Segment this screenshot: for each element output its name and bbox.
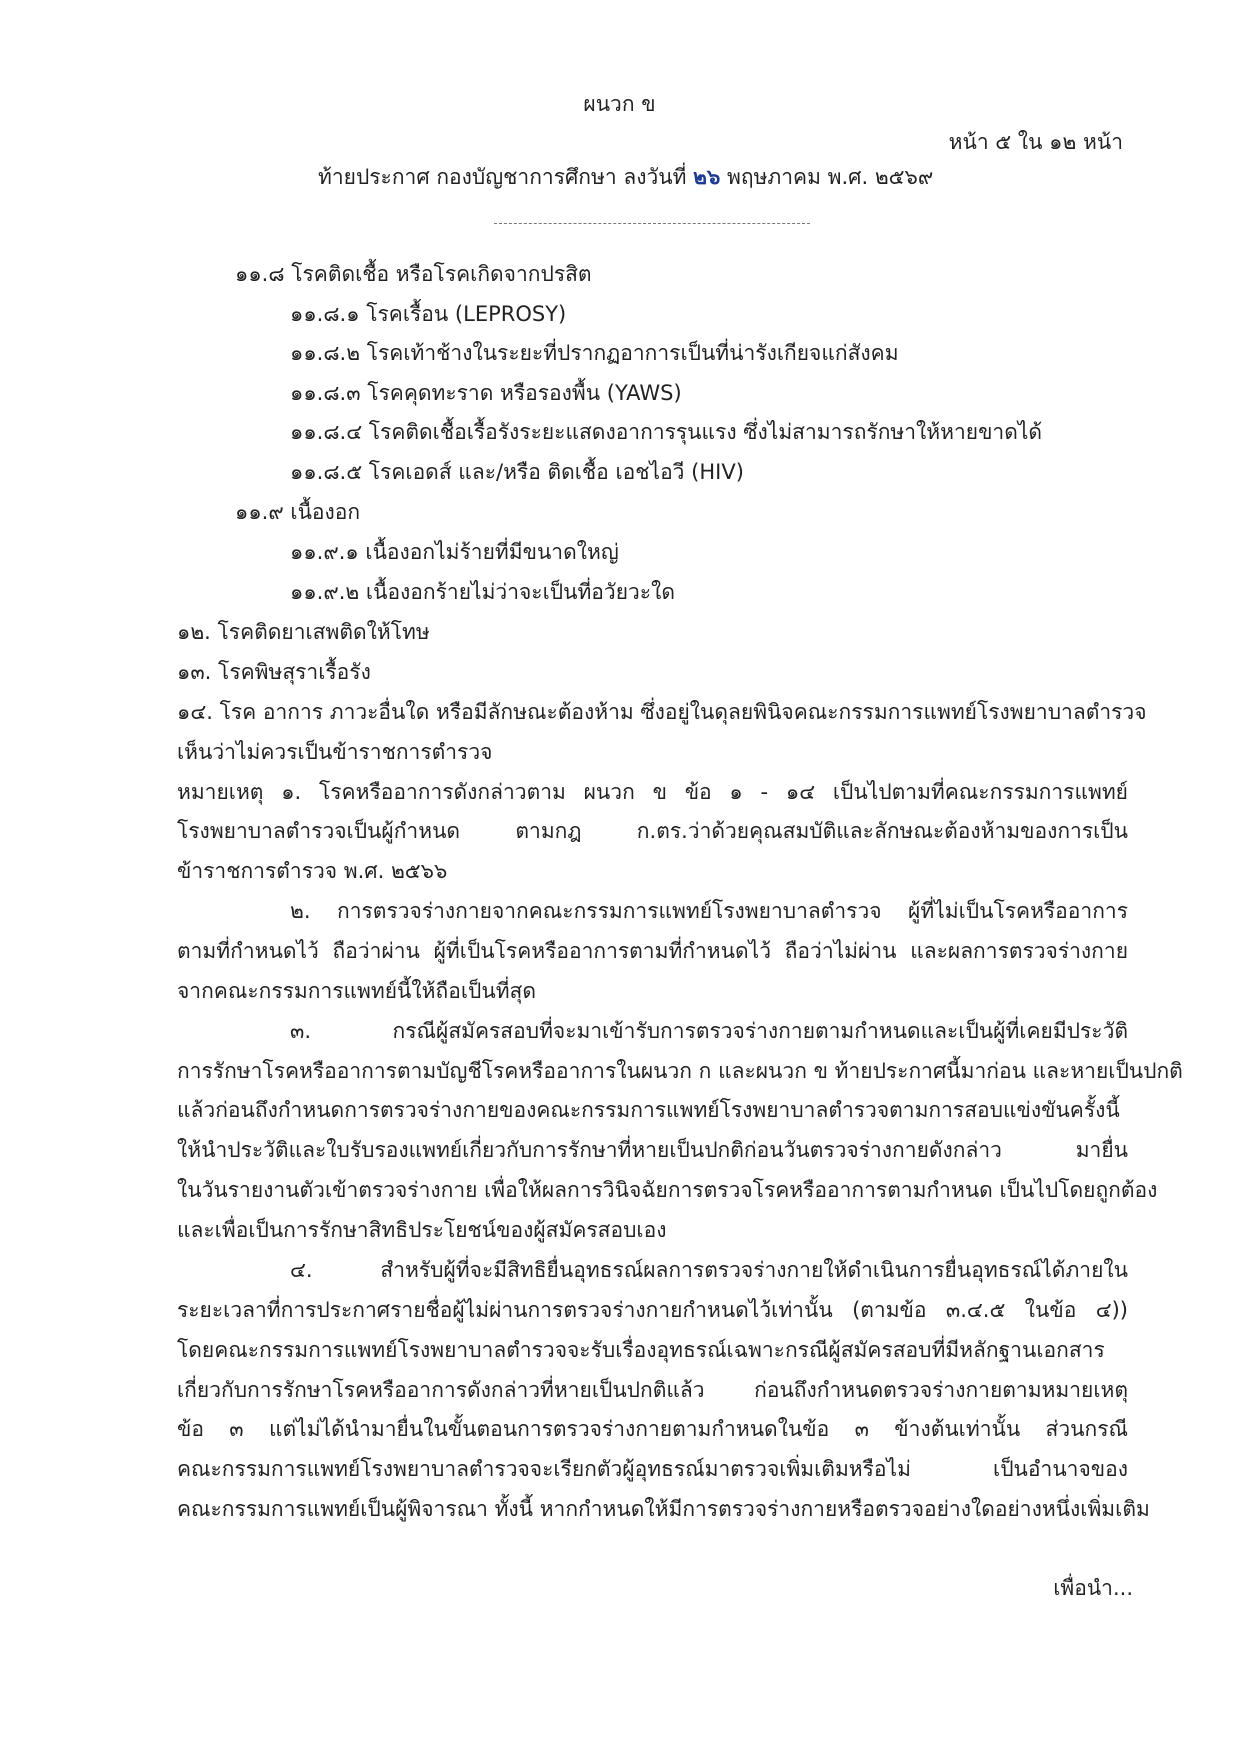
reference-day: ๒๖ <box>693 165 721 189</box>
note-2-line3: จากคณะกรรมการแพทย์นี้ให้ถือเป็นที่สุด <box>177 979 536 1003</box>
item-14-line2: เห็นว่าไม่ควรเป็นข้าราชการตำรวจ <box>177 740 493 764</box>
note-3-line1: ๓. กรณีผู้สมัครสอบที่จะมาเข้ารับการตรวจร่างกายตามกำหนดและเป็นผู้ที่เคยมีประวัติ <box>290 1019 1128 1043</box>
note-1-line3: ข้าราชการตำรวจ พ.ศ. ๒๕๖๖ <box>177 859 448 883</box>
item-14-line1: ๑๔. โรค อาการ ภาวะอื่นใด หรือมีลักษณะต้องห้าม ซึ่งอยู่ในดุลยพินิจคณะกรรมการแพทย์โรงพยาบาลตำรวจ <box>177 700 1147 724</box>
item-11-8-1: ๑๑.๘.๑ โรคเรื้อน (LEPROSY) <box>290 302 567 326</box>
announcement-reference <box>318 167 933 188</box>
continuation-text: เพื่อนำ... <box>1053 1576 1133 1600</box>
item-11-9-1: ๑๑.๙.๑ เนื้องอกไม่ร้ายที่มีขนาดใหญ่ <box>290 540 619 564</box>
annex-title: ผนวก ข <box>583 92 656 116</box>
item-13: ๑๓. โรคพิษสุราเรื้อรัง <box>177 660 371 684</box>
note-4-line2: ระยะเวลาที่การประกาศรายชื่อผู้ไม่ผ่านการตรวจร่างกายกำหนดไว้เท่านั้น (ตามข้อ ๓.๔.๕ ในข้อ ๔)) <box>177 1298 1128 1322</box>
note-4-line5: ข้อ ๓ แต่ไม่ได้นำมายื่นในขั้นตอนการตรวจร่างกายตามกำหนดในข้อ ๓ ข้างต้นเท่านั้น ส่วนกรณี <box>177 1417 1128 1441</box>
item-11-9-2: ๑๑.๙.๒ เนื้องอกร้ายไม่ว่าจะเป็นที่อวัยวะใด <box>290 580 675 604</box>
note-1-line1: หมายเหตุ ๑. โรคหรืออาการดังกล่าวตาม ผนวก ข ข้อ ๑ - ๑๔ เป็นไปตามที่คณะกรรมการแพทย์ <box>177 780 1128 804</box>
note-4-line6: คณะกรรมการแพทย์โรงพยาบาลตำรวจจะเรียกตัวผู้อุทธรณ์มาตรวจเพิ่มเติมหรือไม่ เป็นอำนาจของ <box>177 1457 1128 1481</box>
header-divider <box>494 223 810 224</box>
note-3-line2: การรักษาโรคหรืออาการตามบัญชีโรคหรืออาการในผนวก ก และผนวก ข ท้ายประกาศนี้มาก่อน และหายเป็นปกติ <box>177 1059 1183 1083</box>
note-3-line5: ในวันรายงานตัวเข้าตรวจร่างกาย เพื่อให้ผลการวินิจฉัยการตรวจโรคหรืออาการตามกำหนด เป็นไปโดยถูกต้อง <box>177 1178 1158 1202</box>
item-11-8-4: ๑๑.๘.๔ โรคติดเชื้อเรื้อรังระยะแสดงอาการรุนแรง ซึ่งไม่สามารถรักษาให้หายขาดได้ <box>290 420 1043 444</box>
item-11-9: ๑๑.๙ เนื้องอก <box>235 500 361 524</box>
item-12: ๑๒. โรคติดยาเสพติดให้โทษ <box>177 620 430 644</box>
item-11-8: ๑๑.๘ โรคติดเชื้อ หรือโรคเกิดจากปรสิต <box>235 262 592 286</box>
reference-prefix: ท้ายประกาศ กองบัญชาการศึกษา ลงวันที่ <box>318 165 687 189</box>
note-4-line3: โดยคณะกรรมการแพทย์โรงพยาบาลตำรวจจะรับเรื่องอุทธรณ์เฉพาะกรณีผู้สมัครสอบที่มีหลักฐานเอกสาร <box>177 1338 1105 1362</box>
note-2-line2: ตามที่กำหนดไว้ ถือว่าผ่าน ผู้ที่เป็นโรคหรืออาการตามที่กำหนดไว้ ถือว่าไม่ผ่าน และผลการตรวจร่างกาย <box>177 939 1128 963</box>
note-3-line6: และเพื่อเป็นการรักษาสิทธิประโยชน์ของผู้สมัครสอบเอง <box>177 1218 667 1242</box>
note-1-line2: โรงพยาบาลตำรวจเป็นผู้กำหนด ตามกฎ ก.ตร.ว่าด้วยคุณสมบัติและลักษณะต้องห้ามของการเป็น <box>177 819 1128 843</box>
note-3-line3: แล้วก่อนถึงกำหนดการตรวจร่างกายของคณะกรรมการแพทย์โรงพยาบาลตำรวจตามการสอบแข่งขันครั้งนี้ <box>177 1098 1120 1122</box>
reference-suffix: พฤษภาคม พ.ศ. ๒๕๖๙ <box>727 165 934 189</box>
note-4-line4: เกี่ยวกับการรักษาโรคหรืออาการดังกล่าวที่หายเป็นปกติแล้ว ก่อนถึงกำหนดตรวจร่างกายตามหมายเหตุ <box>177 1378 1128 1402</box>
item-11-8-3: ๑๑.๘.๓ โรคคุดทะราด หรือรองพื้น (YAWS) <box>290 381 682 405</box>
page-number: หน้า ๕ ใน ๑๒ หน้า <box>948 130 1123 154</box>
note-3-line4: ให้นำประวัติและใบรับรองแพทย์เกี่ยวกับการรักษาที่หายเป็นปกติก่อนวันตรวจร่างกายดังกล่าว มายื่น <box>177 1138 1128 1162</box>
note-2-line1: ๒. การตรวจร่างกายจากคณะกรรมการแพทย์โรงพยาบาลตำรวจ ผู้ที่ไม่เป็นโรคหรืออาการ <box>290 899 1128 923</box>
note-4-line7: คณะกรรมการแพทย์เป็นผู้พิจารณา ทั้งนี้ หากกำหนดให้มีการตรวจร่างกายหรือตรวจอย่างใดอย่างหนึ่งเพิ่มเติม <box>177 1497 1150 1521</box>
item-11-8-5: ๑๑.๘.๕ โรคเอดส์ และ/หรือ ติดเชื้อ เอชไอวี (HIV) <box>290 460 744 484</box>
note-4-line1: ๔. สำหรับผู้ที่จะมีสิทธิยื่นอุทธรณ์ผลการตรวจร่างกายให้ดำเนินการยื่นอุทธรณ์ได้ภายใน <box>290 1258 1128 1282</box>
item-11-8-2: ๑๑.๘.๒ โรคเท้าช้างในระยะที่ปรากฏอาการเป็นที่น่ารังเกียจแก่สังคม <box>290 341 899 365</box>
